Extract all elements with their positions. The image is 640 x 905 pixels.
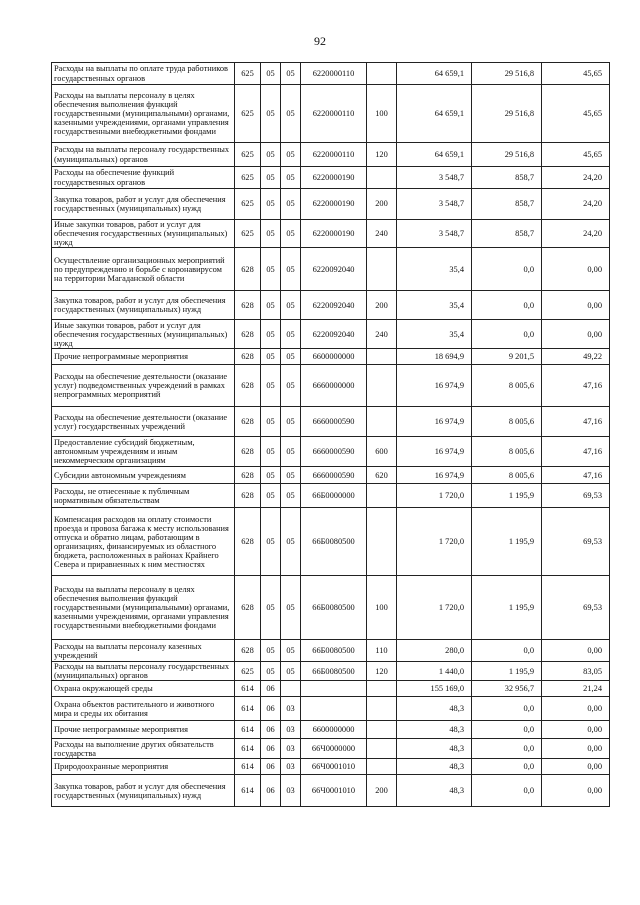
percent-cell: 0,00 [542,775,610,807]
actual-amount-cell: 858,7 [472,167,542,189]
expense-name-cell: Расходы, не отнесенные к публичным нормативным обязательствам [52,484,235,508]
table-row [52,63,610,85]
admin-code-cell: 614 [235,721,261,739]
target-article-cell [301,681,367,697]
section-code-cell: 06 [261,759,281,775]
percent-cell: 24,20 [542,220,610,248]
admin-code-cell: 614 [235,739,261,759]
admin-code-cell: 614 [235,759,261,775]
planned-amount-cell: 3 548,7 [397,189,472,220]
actual-amount-cell: 0,0 [472,721,542,739]
admin-code-cell: 628 [235,248,261,291]
admin-code-cell: 625 [235,662,261,681]
table-row [52,220,610,248]
section-code-cell: 05 [261,143,281,167]
admin-code-cell: 625 [235,143,261,167]
percent-cell: 0,00 [542,248,610,291]
table-row [52,662,610,681]
actual-amount-cell: 1 195,9 [472,508,542,576]
planned-amount-cell: 280,0 [397,640,472,662]
expense-type-cell [367,697,397,721]
subsection-code-cell: 03 [281,739,301,759]
section-code-cell: 06 [261,739,281,759]
expense-name-cell: Расходы на выплаты персоналу казенных учреждений [52,640,235,662]
target-article-cell: 6220000190 [301,167,367,189]
expense-type-cell: 200 [367,189,397,220]
subsection-code-cell: 05 [281,508,301,576]
admin-code-cell: 628 [235,467,261,484]
expense-name-cell: Расходы на выплаты персоналу в целях обеспечения выполнения функций государственными (муниципальными) органами, казенными учреждениями, органами управления государственными внебюджетными фондами [52,85,235,143]
actual-amount-cell: 0,0 [472,775,542,807]
section-code-cell: 05 [261,484,281,508]
expense-type-cell: 120 [367,143,397,167]
percent-cell: 49,22 [542,349,610,365]
table-row [52,467,610,484]
target-article-cell: 6220000190 [301,220,367,248]
expense-name-cell: Субсидии автономным учреждениям [52,467,235,484]
expense-type-cell: 200 [367,291,397,320]
expense-type-cell [367,721,397,739]
table-row [52,640,610,662]
subsection-code-cell: 05 [281,63,301,85]
table-row [52,721,610,739]
expense-name-cell: Осуществление организационных мероприятий по предупреждению и борьбе с коронавирусом на территории Магаданской области [52,248,235,291]
admin-code-cell: 625 [235,63,261,85]
percent-cell: 47,16 [542,365,610,407]
table-row [52,759,610,775]
target-article-cell: 66Б0080500 [301,640,367,662]
expense-type-cell [367,484,397,508]
target-article-cell: 6220000110 [301,143,367,167]
actual-amount-cell: 0,0 [472,640,542,662]
expense-name-cell: Иные закупки товаров, работ и услуг для обеспечения государственных (муниципальных) нужд [52,320,235,349]
target-article-cell: 6220000110 [301,85,367,143]
target-article-cell: 6220092040 [301,320,367,349]
planned-amount-cell: 35,4 [397,291,472,320]
table-row [52,143,610,167]
expense-type-cell [367,508,397,576]
percent-cell: 69,53 [542,576,610,640]
expense-name-cell: Компенсация расходов на оплату стоимости проезда и провоза багажа к месту использования отпуска и обратно лицам, работающим в организациях, финансируемых из областного бюджета, расположенных в районах Крайнего Севера и приравненных к ним местностях [52,508,235,576]
expense-name-cell: Расходы на обеспечение деятельности (оказание услуг) государственных учреждений [52,407,235,437]
expense-name-cell: Расходы на выполнение других обязательств государства [52,739,235,759]
subsection-code-cell: 05 [281,349,301,365]
admin-code-cell: 628 [235,349,261,365]
actual-amount-cell: 0,0 [472,291,542,320]
subsection-code-cell: 03 [281,775,301,807]
expense-type-cell: 110 [367,640,397,662]
planned-amount-cell: 48,3 [397,759,472,775]
expense-type-cell: 100 [367,576,397,640]
subsection-code-cell: 05 [281,437,301,467]
percent-cell: 0,00 [542,759,610,775]
expense-name-cell: Предоставление субсидий бюджетным, автономным учреждениям и иным некоммерческим организациям [52,437,235,467]
admin-code-cell: 625 [235,220,261,248]
expense-name-cell: Охрана окружающей среды [52,681,235,697]
planned-amount-cell: 16 974,9 [397,467,472,484]
subsection-code-cell: 05 [281,85,301,143]
percent-cell: 0,00 [542,291,610,320]
expense-name-cell: Иные закупки товаров, работ и услуг для обеспечения государственных (муниципальных) нужд [52,220,235,248]
subsection-code-cell: 05 [281,576,301,640]
percent-cell: 45,65 [542,143,610,167]
target-article-cell: 6600000000 [301,349,367,365]
planned-amount-cell: 18 694,9 [397,349,472,365]
admin-code-cell: 625 [235,85,261,143]
target-article-cell: 6220000190 [301,189,367,220]
admin-code-cell: 625 [235,167,261,189]
actual-amount-cell: 0,0 [472,320,542,349]
percent-cell: 47,16 [542,407,610,437]
admin-code-cell: 625 [235,189,261,220]
target-article-cell: 66Б0080500 [301,508,367,576]
expense-name-cell: Прочие непрограммные мероприятия [52,349,235,365]
planned-amount-cell: 1 720,0 [397,508,472,576]
expense-type-cell [367,63,397,85]
actual-amount-cell: 858,7 [472,189,542,220]
percent-cell: 24,20 [542,167,610,189]
section-code-cell: 05 [261,576,281,640]
admin-code-cell: 628 [235,365,261,407]
percent-cell: 0,00 [542,721,610,739]
percent-cell: 47,16 [542,467,610,484]
actual-amount-cell: 1 195,9 [472,576,542,640]
target-article-cell [301,697,367,721]
planned-amount-cell: 16 974,9 [397,437,472,467]
actual-amount-cell: 858,7 [472,220,542,248]
actual-amount-cell: 0,0 [472,697,542,721]
section-code-cell: 05 [261,467,281,484]
table-row [52,349,610,365]
planned-amount-cell: 64 659,1 [397,63,472,85]
section-code-cell: 05 [261,85,281,143]
section-code-cell: 05 [261,349,281,365]
subsection-code-cell: 05 [281,248,301,291]
table-row [52,407,610,437]
expense-name-cell: Расходы на выплаты персоналу в целях обеспечения выполнения функций государственными (муниципальными) органами, казенными учреждениями, органами управления государственными внебюджетными фондами [52,576,235,640]
expense-name-cell: Закупка товаров, работ и услуг для обеспечения государственных (муниципальных) нужд [52,189,235,220]
subsection-code-cell: 05 [281,640,301,662]
target-article-cell: 6600000000 [301,721,367,739]
actual-amount-cell: 8 005,6 [472,365,542,407]
subsection-code-cell: 05 [281,484,301,508]
admin-code-cell: 628 [235,484,261,508]
percent-cell: 0,00 [542,640,610,662]
expense-type-cell [367,681,397,697]
table-row [52,576,610,640]
target-article-cell: 66Ч0000000 [301,739,367,759]
actual-amount-cell: 8 005,6 [472,437,542,467]
target-article-cell: 66Б0000000 [301,484,367,508]
table-row [52,320,610,349]
expense-name-cell: Природоохранные мероприятия [52,759,235,775]
subsection-code-cell: 03 [281,697,301,721]
expense-name-cell: Охрана объектов растительного и животного мира и среды их обитания [52,697,235,721]
planned-amount-cell: 3 548,7 [397,220,472,248]
section-code-cell: 06 [261,697,281,721]
table-row [52,484,610,508]
subsection-code-cell: 05 [281,320,301,349]
admin-code-cell: 628 [235,407,261,437]
expense-type-cell [367,759,397,775]
expense-type-cell: 200 [367,775,397,807]
expense-name-cell: Закупка товаров, работ и услуг для обеспечения государственных (муниципальных) нужд [52,775,235,807]
actual-amount-cell: 9 201,5 [472,349,542,365]
table-row [52,291,610,320]
percent-cell: 0,00 [542,697,610,721]
admin-code-cell: 614 [235,681,261,697]
target-article-cell: 66Ч0001010 [301,759,367,775]
expense-type-cell: 240 [367,320,397,349]
percent-cell: 47,16 [542,437,610,467]
target-article-cell: 66Б0080500 [301,576,367,640]
planned-amount-cell: 16 974,9 [397,407,472,437]
subsection-code-cell: 05 [281,365,301,407]
admin-code-cell: 628 [235,640,261,662]
planned-amount-cell: 1 720,0 [397,484,472,508]
expense-type-cell [367,365,397,407]
admin-code-cell: 628 [235,437,261,467]
expense-type-cell [367,248,397,291]
planned-amount-cell: 155 169,0 [397,681,472,697]
table-row [52,681,610,697]
subsection-code-cell: 03 [281,721,301,739]
expense-type-cell: 620 [367,467,397,484]
section-code-cell: 05 [261,662,281,681]
percent-cell: 69,53 [542,508,610,576]
percent-cell: 0,00 [542,320,610,349]
expense-type-cell [367,349,397,365]
subsection-code-cell: 05 [281,220,301,248]
section-code-cell: 06 [261,775,281,807]
admin-code-cell: 614 [235,697,261,721]
table-row [52,775,610,807]
actual-amount-cell: 29 516,8 [472,85,542,143]
subsection-code-cell: 05 [281,189,301,220]
planned-amount-cell: 48,3 [397,775,472,807]
subsection-code-cell: 05 [281,291,301,320]
subsection-code-cell [281,681,301,697]
expense-type-cell [367,167,397,189]
section-code-cell: 05 [261,640,281,662]
budget-table [51,62,610,807]
section-code-cell: 05 [261,291,281,320]
percent-cell: 45,65 [542,85,610,143]
section-code-cell: 05 [261,407,281,437]
target-article-cell: 66Ч0001010 [301,775,367,807]
subsection-code-cell: 05 [281,143,301,167]
percent-cell: 24,20 [542,189,610,220]
admin-code-cell: 628 [235,508,261,576]
planned-amount-cell: 16 974,9 [397,365,472,407]
subsection-code-cell: 05 [281,662,301,681]
expense-type-cell: 240 [367,220,397,248]
subsection-code-cell: 05 [281,467,301,484]
actual-amount-cell: 0,0 [472,759,542,775]
expense-name-cell: Расходы на выплаты по оплате труда работников государственных органов [52,63,235,85]
table-body [52,63,610,807]
percent-cell: 83,05 [542,662,610,681]
section-code-cell: 05 [261,220,281,248]
actual-amount-cell: 8 005,6 [472,467,542,484]
admin-code-cell: 628 [235,576,261,640]
target-article-cell: 6660000590 [301,437,367,467]
table-row [52,167,610,189]
section-code-cell: 05 [261,365,281,407]
table-row [52,508,610,576]
target-article-cell: 6220000110 [301,63,367,85]
planned-amount-cell: 48,3 [397,721,472,739]
percent-cell: 21,24 [542,681,610,697]
actual-amount-cell: 8 005,6 [472,407,542,437]
page-number: 92 [314,34,326,48]
expense-type-cell: 600 [367,437,397,467]
expense-type-cell [367,739,397,759]
planned-amount-cell: 48,3 [397,697,472,721]
target-article-cell: 6660000590 [301,407,367,437]
percent-cell: 45,65 [542,63,610,85]
table-row [52,248,610,291]
target-article-cell: 6660000000 [301,365,367,407]
table-row [52,365,610,407]
subsection-code-cell: 03 [281,759,301,775]
target-article-cell: 66Б0080500 [301,662,367,681]
admin-code-cell: 614 [235,775,261,807]
table-row [52,189,610,220]
section-code-cell: 05 [261,320,281,349]
actual-amount-cell: 32 956,7 [472,681,542,697]
section-code-cell: 05 [261,167,281,189]
planned-amount-cell: 64 659,1 [397,85,472,143]
admin-code-cell: 628 [235,320,261,349]
actual-amount-cell: 29 516,8 [472,63,542,85]
actual-amount-cell: 0,0 [472,739,542,759]
section-code-cell: 05 [261,248,281,291]
target-article-cell: 6220092040 [301,248,367,291]
actual-amount-cell: 29 516,8 [472,143,542,167]
expense-name-cell: Расходы на выплаты персоналу государственных (муниципальных) органов [52,143,235,167]
section-code-cell: 05 [261,189,281,220]
section-code-cell: 06 [261,681,281,697]
percent-cell: 69,53 [542,484,610,508]
planned-amount-cell: 64 659,1 [397,143,472,167]
expense-name-cell: Прочие непрограммные мероприятия [52,721,235,739]
table-row [52,85,610,143]
target-article-cell: 6660000590 [301,467,367,484]
expense-name-cell: Закупка товаров, работ и услуг для обеспечения государственных (муниципальных) нужд [52,291,235,320]
planned-amount-cell: 35,4 [397,320,472,349]
planned-amount-cell: 1 720,0 [397,576,472,640]
planned-amount-cell: 48,3 [397,739,472,759]
subsection-code-cell: 05 [281,167,301,189]
admin-code-cell: 628 [235,291,261,320]
planned-amount-cell: 3 548,7 [397,167,472,189]
expense-name-cell: Расходы на обеспечение функций государственных органов [52,167,235,189]
expense-type-cell [367,407,397,437]
section-code-cell: 05 [261,437,281,467]
section-code-cell: 05 [261,63,281,85]
target-article-cell: 6220092040 [301,291,367,320]
planned-amount-cell: 1 440,0 [397,662,472,681]
table-row [52,697,610,721]
table-row [52,437,610,467]
percent-cell: 0,00 [542,739,610,759]
expense-type-cell: 100 [367,85,397,143]
actual-amount-cell: 0,0 [472,248,542,291]
actual-amount-cell: 1 195,9 [472,484,542,508]
planned-amount-cell: 35,4 [397,248,472,291]
expense-name-cell: Расходы на выплаты персоналу государственных (муниципальных) органов [52,662,235,681]
expense-name-cell: Расходы на обеспечение деятельности (оказание услуг) подведомственных учреждений в рамках непрограммных мероприятий [52,365,235,407]
section-code-cell: 05 [261,508,281,576]
subsection-code-cell: 05 [281,407,301,437]
table-row [52,739,610,759]
section-code-cell: 06 [261,721,281,739]
expense-type-cell: 120 [367,662,397,681]
actual-amount-cell: 1 195,9 [472,662,542,681]
